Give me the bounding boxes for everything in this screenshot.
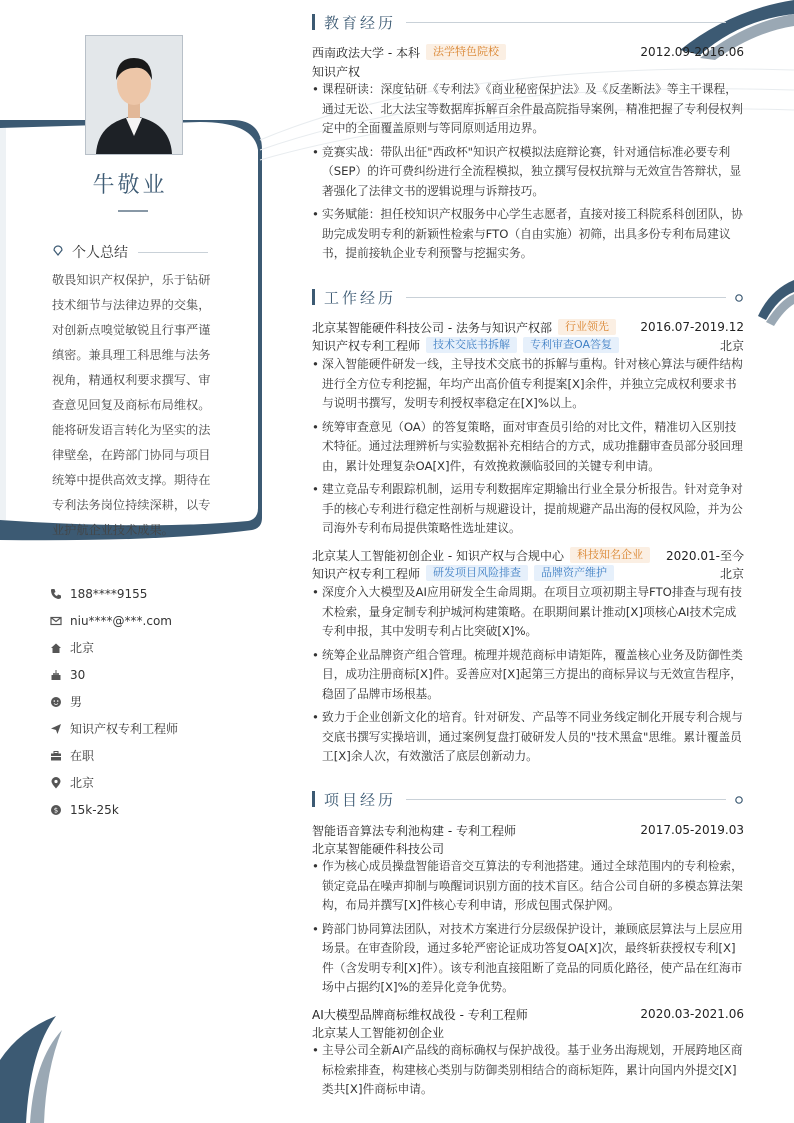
info-salary: [50, 796, 250, 823]
job-2-bullets: [312, 583, 744, 771]
section-pin-icon: [734, 790, 744, 809]
gender-icon: [50, 696, 62, 708]
section-pin-icon: [734, 288, 744, 307]
job-1-header: [312, 318, 744, 336]
education-date: 2012.09-2016.06: [640, 45, 744, 59]
education-entry-header: [312, 43, 744, 61]
summary-heading: [52, 242, 208, 262]
info-value: 北京: [70, 641, 95, 655]
role-tag: 技术交底书拆解: [426, 337, 517, 353]
project-name: AI大模型品牌商标维权战役 - 专利工程师: [312, 1007, 528, 1022]
job-role: 知识产权专利工程师: [312, 338, 421, 353]
company-name: 北京某人工智能初创企业 - 知识产权与合规中心: [312, 548, 564, 563]
section-pin-icon: [734, 13, 744, 32]
info-value: 30: [70, 667, 86, 682]
contact-info-list: [50, 580, 250, 823]
home-icon: [50, 642, 62, 654]
list-item: • 深度介入大模型及AI应用研发全生命周期。在项目立项初期主导FTO排查与现有技术检索，量身定制专利护城河构建策略。在职期间累计推动[X]项核心AI技术完成专利申报，其中发明专利占比突破[X]%。: [312, 583, 744, 642]
project-name: 智能语音算法专利池构建 - 专利工程师: [312, 823, 516, 838]
section-bar: [312, 289, 315, 305]
list-item: • 致力于企业创新文化的培育。针对研发、产品等不同业务线定制化开展专利合规与交底书撰写实操培训，通过案例复盘打破研发人员的"技术黑盒"思维。累计覆盖员工[X]余人次，有效激活了底层创新动力。: [312, 708, 744, 767]
svg-text:$: $: [53, 806, 59, 815]
job-2-header: [312, 546, 744, 564]
job-city: 北京: [719, 566, 744, 581]
project-org: 北京某人工智能初创企业: [312, 1025, 445, 1040]
projects-section-header: [312, 788, 744, 810]
education-section-header: [312, 11, 744, 33]
name-divider: [118, 210, 148, 212]
section-line: [406, 297, 726, 298]
avatar-photo: [85, 35, 183, 155]
send-icon: [50, 723, 62, 735]
info-value: 15k-25k: [70, 802, 119, 817]
info-email: [50, 607, 250, 634]
role-tag: 品牌资产维护: [534, 565, 614, 581]
section-line: [406, 799, 726, 800]
education-section-title: 教育经历: [324, 13, 397, 32]
phone-icon: [50, 588, 62, 600]
job-1-role-row: [312, 336, 744, 354]
list-item: • 课程研读：深度钻研《专利法》《商业秘密保护法》及《反垄断法》等主干课程，通过无讼、北大法宝等数据库拆解百余件最高院指导案例，精准把握了专利侵权判定中的全面覆盖原则与等同原则适用边界。: [312, 80, 744, 139]
project-1-bullets: [312, 857, 744, 1002]
project-1-org-row: [312, 839, 744, 857]
section-bar: [312, 14, 315, 30]
work-section-title: 工作经历: [324, 288, 397, 307]
company-tag: 行业领先: [558, 319, 616, 335]
location-icon: [50, 777, 62, 789]
job-date: 2016.07-2019.12: [640, 320, 744, 334]
company-tag: 科技知名企业: [570, 547, 650, 563]
summary-heading-line: [138, 252, 208, 253]
person-portrait-icon: [86, 36, 182, 154]
project-2-header: [312, 1005, 744, 1023]
info-phone: [50, 580, 250, 607]
project-2-bullets: [312, 1041, 744, 1104]
list-item: • 竞赛实战：带队出征"西政杯"知识产权模拟法庭辩论赛，针对通信标准必要专利（SEP）的许可费纠纷进行全流程模拟，独立撰写侵权抗辩与无效宣告答辩状，显著强化了法律文书的逻辑说理与诉辩技巧。: [312, 143, 744, 202]
job-1-bullets: [312, 355, 744, 543]
salary-icon: [50, 804, 62, 816]
list-item: • 跨部门协同算法团队，对技术方案进行分层级保护设计，兼顾底层算法与上层应用场景。在审查阶段，通过多轮严密论证成功答复OA[X]次，最终斩获授权专利[X]件（含发明专利[X]件）。该专利池直接阻断了竞品的同质化路径，使产品在红海市场中占据约[X]%的差异化竞争优势。: [312, 920, 744, 998]
info-position: [50, 715, 250, 742]
project-org: 北京某智能硬件科技公司: [312, 841, 445, 856]
role-tag: 研发项目风险排查: [426, 565, 528, 581]
job-2-role-row: [312, 564, 744, 582]
projects-section-title: 项目经历: [324, 790, 397, 809]
heart-location-icon: [52, 244, 64, 260]
list-item: • 作为核心成员操盘智能语音交互算法的专利池搭建。通过全球范围内的专利检索，锁定竞品在噪声抑制与唤醒词识别方面的技术盲区。结合公司自研的多模态算法架构，布局并撰写[X]件核心专利申请，形成包围式保护网。: [312, 857, 744, 916]
cake-icon: [50, 669, 62, 681]
major: 知识产权: [312, 64, 361, 79]
info-location: [50, 769, 250, 796]
list-item: • 统筹企业品牌资产组合管理。梳理并规范商标申请矩阵，覆盖核心业务及防御性类目，成功注册商标[X]件。妥善应对[X]起第三方提出的商标异议与无效宣告程序，稳固了品牌市场根基。: [312, 646, 744, 705]
section-bar: [312, 791, 315, 807]
education-major-row: [312, 62, 744, 80]
person-name: 牛敬业: [92, 173, 168, 198]
job-date: 2020.01-至今: [666, 548, 744, 563]
info-value: 在职: [70, 749, 95, 763]
info-value: niu****@***.com: [70, 613, 172, 628]
project-1-header: [312, 821, 744, 839]
job-city: 北京: [719, 338, 744, 353]
info-value: 北京: [70, 776, 95, 790]
role-tag: 专利审查OA答复: [523, 337, 619, 353]
info-gender: [50, 688, 250, 715]
project-date: 2020.03-2021.06: [640, 1007, 744, 1021]
company-name: 北京某智能硬件科技公司 - 法务与知识产权部: [312, 320, 552, 335]
project-date: 2017.05-2019.03: [640, 823, 744, 837]
briefcase-icon: [50, 750, 62, 762]
school-name: 西南政法大学 - 本科: [312, 45, 420, 60]
education-bullets: [312, 80, 744, 268]
summary-text: 敬畏知识产权保护，乐于钻研技术细节与法律边界的交集，对创新点嗅觉敏锐且行事严谨缜密。兼具理工科思维与法务视角，精通权利要求撰写、审查意见回复及商标布局维权。能将研发语言转化为坚实的法律壁垒，在跨部门协同与项目统筹中提供高效支撑。期待在专利法务岗位持续深耕，以专业护航企业技术成果。: [52, 273, 211, 537]
summary-title: 个人总结: [72, 245, 128, 261]
list-item: • 深入智能硬件研发一线，主导技术交底书的拆解与重构。针对核心算法与硬件结构进行全方位专利挖掘，年均产出高价值专利提案[X]余件，并独立完成权利要求书与说明书撰写，发明专利授权率稳定在[X]%以上。: [312, 355, 744, 414]
info-age: [50, 661, 250, 688]
mail-icon: [50, 615, 62, 627]
info-value: 知识产权专利工程师: [70, 722, 179, 736]
info-status: [50, 742, 250, 769]
list-item: • 实务赋能：担任校知识产权服务中心学生志愿者，直接对接工科院系科创团队，协助完成发明专利的新颖性检索与FTO（自由实施）初筛，出具多份专利布局建议书，提前接轨企业专利预警与挖掘实务。: [312, 205, 744, 264]
info-home: [50, 634, 250, 661]
job-role: 知识产权专利工程师: [312, 566, 421, 581]
info-value: 男: [70, 695, 83, 709]
list-item: • 主导公司全新AI产品线的商标确权与保护战役。基于业务出海规划，开展跨地区商标检索排查，构建核心类别与防御类别相结合的商标矩阵，累计向国内外提交[X]类共[X]件商标申请。: [312, 1041, 744, 1100]
section-line: [406, 22, 726, 23]
work-section-header: [312, 286, 744, 308]
school-tag: 法学特色院校: [426, 44, 506, 60]
list-item: • 建立竞品专利跟踪机制，运用专利数据库定期输出行业全景分析报告。针对竞争对手的核心专利进行稳定性剖析与规避设计，提前规避产品出海的侵权风险，并为公司海外专利布局提供策略性选址建议。: [312, 480, 744, 539]
project-2-org-row: [312, 1023, 744, 1041]
info-value: 188****9155: [70, 586, 148, 601]
list-item: • 统筹审查意见（OA）的答复策略，面对审查员引给的对比文件，精准切入区别技术特征。通过法理辨析与实验数据补充相结合的方式，成功推翻审查员部分驳回理由，累计处理复杂OA[X]件，有效挽救濒临驳回的关键专利申请。: [312, 418, 744, 477]
